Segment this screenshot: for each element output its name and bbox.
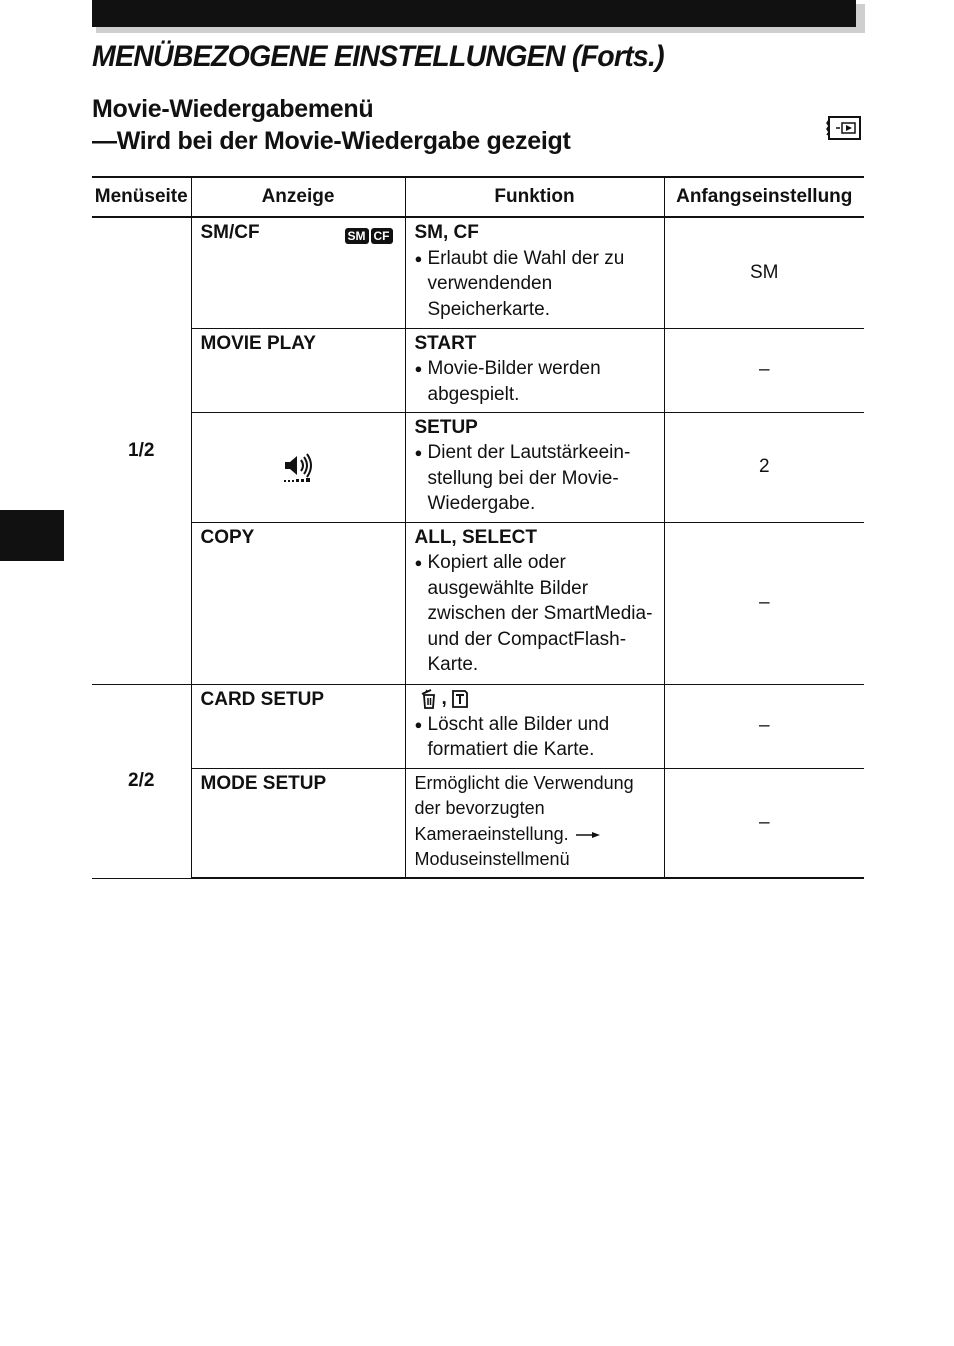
- function-options: [415, 687, 662, 712]
- column-header: Anfangseinstellung: [664, 177, 864, 217]
- sm-card-icon: SM: [345, 228, 369, 244]
- function-text-line: der bevorzugten: [414, 798, 545, 818]
- table-row: [92, 768, 864, 878]
- chapter-tab: [0, 510, 64, 561]
- display-label: MODE SETUP: [200, 772, 327, 794]
- page-title: MENÜBEZOGENE EINSTELLUNGEN (Forts.): [92, 40, 664, 73]
- initial-setting: 2: [664, 412, 864, 522]
- display-cell: [191, 328, 405, 412]
- format-card-icon: [450, 689, 470, 709]
- display-cell: [191, 768, 405, 878]
- display-label: CARD SETUP: [200, 688, 325, 710]
- function-text-line: [415, 822, 662, 848]
- table-row: [92, 684, 864, 768]
- table-row: [92, 217, 864, 328]
- function-cell: [405, 412, 664, 522]
- function-cell: [405, 217, 664, 328]
- function-description: ● Movie-Bilder werden abgespielt.: [415, 356, 662, 407]
- function-cell: [405, 768, 664, 878]
- function-text-line: Moduseinstellmenü: [414, 849, 570, 869]
- function-cell: [405, 684, 664, 768]
- function-text-segment: Kameraeinstellung.: [414, 823, 569, 844]
- column-header: Menüseite: [92, 177, 191, 217]
- display-label: COPY: [200, 526, 255, 548]
- function-description: ● Kopiert alle oder ausgewählte Bilder zwischen der SmartMedia- und der CompactFlash-Karte.: [415, 550, 662, 678]
- table-header-row: [92, 177, 864, 217]
- table-row: [92, 522, 864, 684]
- initial-setting: –: [664, 684, 864, 768]
- subtitle-line-2: —Wird bei der Movie-Wiedergabe gezeigt: [92, 127, 571, 155]
- function-options: START: [414, 332, 477, 354]
- volume-icon: [282, 453, 316, 483]
- column-header: Funktion: [405, 177, 664, 217]
- table-row: [92, 412, 864, 522]
- trash-icon: [419, 689, 439, 709]
- section-subtitle: [92, 93, 571, 157]
- function-description: ● Erlaubt die Wahl der zu verwendenden Speicherkarte.: [415, 246, 662, 323]
- column-header: Anzeige: [191, 177, 405, 217]
- function-options: ALL, SELECT: [414, 526, 537, 548]
- table-row: [92, 328, 864, 412]
- arrow-right-icon: [574, 830, 602, 840]
- initial-setting: –: [664, 768, 864, 878]
- initial-setting: –: [664, 328, 864, 412]
- page-cell: 2/2: [92, 684, 191, 878]
- option-separator: ,: [441, 688, 447, 710]
- display-cell: [191, 412, 405, 522]
- display-label: SM/CF: [200, 222, 260, 243]
- function-description: ● Löscht alle Bilder und formatiert die Karte.: [415, 712, 662, 763]
- display-cell: [191, 522, 405, 684]
- card-badges: [345, 228, 393, 244]
- function-text-line: Ermöglicht die Verwendung: [414, 772, 634, 793]
- initial-setting: SM: [664, 217, 864, 328]
- function-options: SETUP: [414, 416, 478, 438]
- movie-playback-mode-icon: [826, 114, 863, 142]
- initial-setting: –: [664, 522, 864, 684]
- page-cell: 1/2: [92, 217, 191, 684]
- subtitle-line-1: Movie-Wiedergabemenü: [92, 95, 374, 123]
- display-label: MOVIE PLAY: [200, 332, 316, 354]
- display-cell: [191, 217, 405, 328]
- display-cell: [191, 684, 405, 768]
- header-bar: [92, 0, 856, 27]
- function-description: ● Dient der Lautstärkeein-stellung bei der Movie-Wiedergabe.: [415, 440, 662, 517]
- cf-card-icon: CF: [371, 228, 393, 244]
- settings-table: [92, 176, 864, 879]
- function-options: SM, CF: [414, 222, 479, 243]
- function-cell: [405, 328, 664, 412]
- function-cell: [405, 522, 664, 684]
